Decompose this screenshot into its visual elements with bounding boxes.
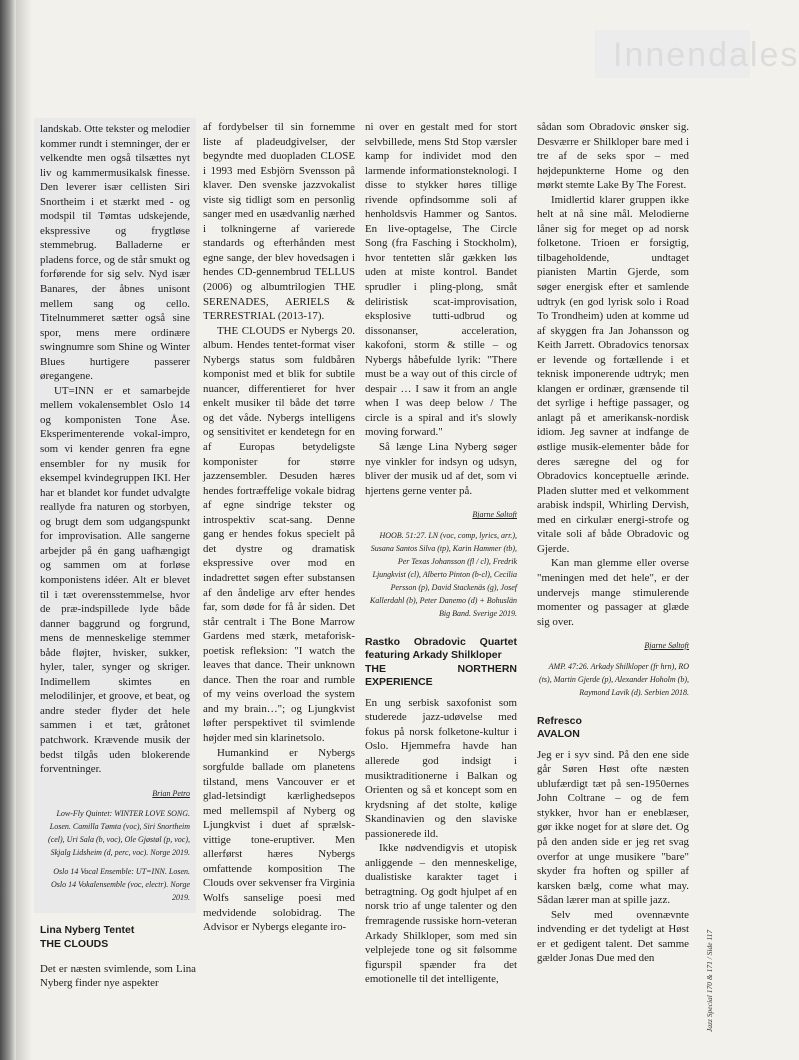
- col1-credit-1: Low-Fly Quintet: WINTER LOVE SONG. Losen. Camilla Tømta (voc), Siri Snortheim (cel), Uri Sala (b, voc), Ole Gjøstøl (p, voc), Skjalg Lidsheim (d, perc, voc). Norge 2019.: [48, 809, 190, 858]
- column-1-review-box: [34, 118, 196, 913]
- col3-credit: HOOB. 51:27. LN (voc, comp, lyrics, arr.), Susana Santos Silva (tp), Karin Hammer (tb), Per Texas Johansson (fl / cl), Fredrik Ljungkvist (cl), Alberto Pinton (b-cl), Cecilia Persson (p), David Stackenäs (g), Josef Kallerdahl (b), Peter Danemo (d) + Bohuslän Big Band. Sverige 2019.: [369, 530, 517, 618]
- review-artist: Lina Nyberg Tentet: [40, 924, 135, 936]
- book-gutter-shadow: [0, 0, 16, 1060]
- col2-paragraph-2: THE CLOUDS er Nybergs 20. album. Hendes tentet-format viser Nybergs status som fuldbåren komponist med et blik for subtile nuancer, differentieret for hver enkelt musiker til både det tørre og det våde. Nybergs intelligens og sensitivitet er kendetegn for en af Europas betydeligste komponister for større jazzensembler. Desuden hæres hendes fortræffelige vokale bidrag af egne sindrige tekster og introspektiv scat-sang. Denne gang er hendes fokus specielt på det dystre og dramatisk ekspressive over mod en indadrettet søgen efter substansen af den åndelige arv efter hendes far, som døde for få år siden. Det står centralt i The Bone Marrow Gardens med stærk, metaforisk-poetisk refleksion: "I watch the leaves that dance. Their unknown dance. Then the roar and rumble of my veins overload the system and my brain…"; og Ljungkvist løfter perspektivet til svimlende højder med sin klarinetsolo.: [203, 324, 355, 744]
- review-album: THE CLOUDS: [40, 937, 109, 950]
- section-header-band: [595, 30, 799, 78]
- col3-paragraph-3: En ung serbisk saxofonist som studerede jazz-udøvelse med fokus på norsk folketone-kultur i Oslo. Hjemmefra havde han allerede god indsigt i musiktraditionerne i Balkan og Orienten og så et koncept som en krydsning af det stolte, kølige Skandinavien og den slaviske passionerede ild.: [365, 696, 517, 840]
- review-artist: Refresco: [537, 714, 582, 727]
- page-bleed: [16, 0, 32, 1060]
- review-heading: [365, 636, 517, 690]
- col4-paragraph-1: sådan som Obradovic ønsker sig. Desværre er Shilkloper bare med i tre af de seks spor – med højdepunkterne Home og den mørkt stemte Lake By The Forest.: [537, 121, 689, 192]
- col3-paragraph-2: Så længe Lina Nyberg søger nye vinkler for indsyn og udsyn, bliver der musik ud af det, som vi hjertens gerne venter på.: [365, 441, 517, 497]
- col3-signature: Bjarne Søltoft: [472, 510, 517, 520]
- col2-paragraph-1: af fordybelser til sin fornemme liste af pladeudgivelser, der begyndte med duopladen CLOSE i 1993 med Esbjörn Svensson på klaver. Den svenske jazzvokalist viste sig tidligt som en personlig sanger med en usædvanlig nærhed i tolkningerne af varierede standards og efterhånden mest egne sange, der blev hovedsagen i hendes CD-gennembrud TELLUS (2006) og albumtrilogien THE SERENADES, AERIELS & TERRESTRIAL (2013-17).: [203, 121, 355, 323]
- col1-paragraph-2: UT=INN er et samarbejde mellem vokalensemblet Oslo 14 og komponisten Tone Åse. Eksperimenterende vokal-impro, som vi kender genren fra egne ensembler for ny musik for eksempel kvindegruppen IKI. Her har et blandet kor fundet udvalgte reallyde fra naturen og storbyen, og brugt dem som udgangspunkt for improvisation. Alle sangerne arbejder på én gang uafhængigt og sammen om at forløse komponistens idéer. Alt er blevet til i tæt overensstemmelse, hvor de præ-indspillede lyde både danner baggrund og forgrund, mens de menneskelige stemmer både fløjter, hvisker, sukker, hyler, taler, synger og skriger. Indimellem skimtes en melodilinjer, et groove, et beat, og andre steder flyder det hele sammen i et tæt, gråtonet patchwork. Krævende musik der bedst tilgås uden blokerende forventninger.: [40, 384, 190, 776]
- review-heading: [40, 924, 196, 951]
- review-album: THE NORTHERN EXPERIENCE: [365, 662, 517, 689]
- col3-paragraph-4: Ikke nødvendigvis et utopisk anliggende – den menneskelige, dualistiske karakter taget i betragtning. Og godt hjulpet af en norsk trio af unge talenter og den fremragende russiske horn-veteran Arkady Shilkloper, som med sin velplejede tone og sit følsomme figurspil spænder fra det emotionelle til det intelligente,: [365, 842, 517, 986]
- review-artist: Rastko Obradovic Quartet featuring Arkady Shilkloper: [365, 635, 517, 662]
- column-2: [203, 120, 355, 935]
- col4-signature: Bjarne Søltoft: [644, 641, 689, 651]
- col1-signature: Brian Petro: [152, 788, 190, 798]
- col1-after-paragraph: Det er næsten svimlende, som Lina Nyberg finder nye aspekter: [40, 962, 196, 990]
- col4-credit: AMP. 47:26. Arkady Shilkloper (fr hrn), RO (ts), Martin Gjerde (p), Alexander Hoholm (b), Raymond Lavik (d). Serbien 2018.: [539, 661, 689, 697]
- col4-paragraph-3: Kan man glemme eller overse "meningen med det hele", er der undervejs mange stimulerende momenter og passager at glæde sig over.: [537, 557, 689, 628]
- col4-paragraph-5: Selv med ovennævnte indvending er det tydeligt at Høst er et gedigent talent. Det samme gælder Jonas Due med den: [537, 908, 689, 965]
- page-footer-vertical: Jazz Special 170 & 171 / Side 117: [705, 929, 714, 1032]
- col4-paragraph-4: Jeg er i syv sind. På den ene side går Søren Høst ofte næsten ublufærdigt tæt på sen-1950ernes John Coltrane – og de fem stykker, hvor han er eneblæser, gør ikke noget for at sløre det. Og på den anden side er jeg ret svag overfor at unge musikere "bare" skyder fra hoften og spiller af karsken bælg, come what may. Sådan lærer man at spille jazz.: [537, 748, 689, 907]
- review-heading: [537, 715, 689, 742]
- col4-paragraph-2: Imidlertid klarer gruppen ikke helt at nå sine mål. Melodierne låner sig for meget op ad norsk folketone. Trioen er forsigtig, tilbageholdende, undtaget pianisten Martin Gjerde, som søger energisk efter et samlende udtryk (en god lyrisk solo i Road To Trondheim) uden at komme ud af skyggen fra Jan Johansson og Keith Jarrett. Obradovics tenorsax er levende og fortællende i et teknisk imponerende udtryk; men klangen er ordinær, grænsende til det syrlige i heftige passager, og anlagt på et amerikansk-nordisk idiom. Jeg savner at indfange de østlige musik-elementer både for deres særegne del og for Obradovics konceptuelle ærinde. Pladen slutter med et velkomment arabisk indspil, Whirling Dervish, med en cirkulær energi-strofe og vitale soli af både Obradovic og Gjerde.: [537, 193, 689, 555]
- review-album: AVALON: [537, 728, 580, 741]
- col2-paragraph-3: Humankind er Nybergs sorgfulde ballade om planetens tilstand, mens Vancouver er et glad-letsindigt kærlighedsepos med mellemspil af Nyberg og Ljungkvist i duet af sprælsk-vittige tone-eruptiver. Men allerførst hæres Nybergs omfattende komposition The Clouds over sekvenser fra Virginia Wolfs sanselige poesi med medvidende solobidrag. The Advisor er Nybergs elegante iro-: [203, 746, 355, 934]
- column-3: [365, 120, 517, 987]
- column-1-next-review: [40, 924, 196, 1002]
- col1-paragraph-1: landskab. Otte tekster og melodier kommer rundt i stemninger, der er velkendte men også tilsættes nyt liv og kammermusikalsk finesse. Den leverer især cellisten Siri Snortheim i et stærkt med - og modspil til Tømtas udskejende, ekspressive og frygtløse stemmebrug. Balladerne er pladens force, og de står smukt og forførende for sig selv. Nyd især Banares, der åbnes unisont mellem sang og cello. Titelnummeret sætter også sine spor, mens mere ordinære swingnumre som Shine og Winter Blues hurtigere passerer øregangene.: [40, 123, 190, 383]
- col1-credit-2: Oslo 14 Vocal Ensemble: UT=INN. Losen. Oslo 14 Vokalensemble (voc, electr). Norge 2019.: [51, 867, 190, 903]
- col3-paragraph-1: ni over en gestalt med for stort selvbillede, mens Std Stop værsler kamp for individet mod den larmende informationsteknologi. I disse to stykker høres tillige rivende opfindsomme soli af henholdsvis Hammer og Santos. En live-optagelse, The Circle Song (fra Fasching i Stockholm), hvor tentetten slår gækken løs uden at miste kontrol. Bandet sprudler i pling-plong, småt deliristisk scat-improvisation, eksplosive tutti-udbrud og dissonanser, acceleration, kakofoni, storm & stille – og Nybergs håbefulde lyrik: "There must be a way out of this circle of despair … I saw it from an angle when I was deep below / The circle is a spiral and it's slowly moving forward.": [365, 121, 517, 439]
- section-header-ghost: Innendales: [613, 36, 799, 74]
- column-4: [537, 120, 689, 966]
